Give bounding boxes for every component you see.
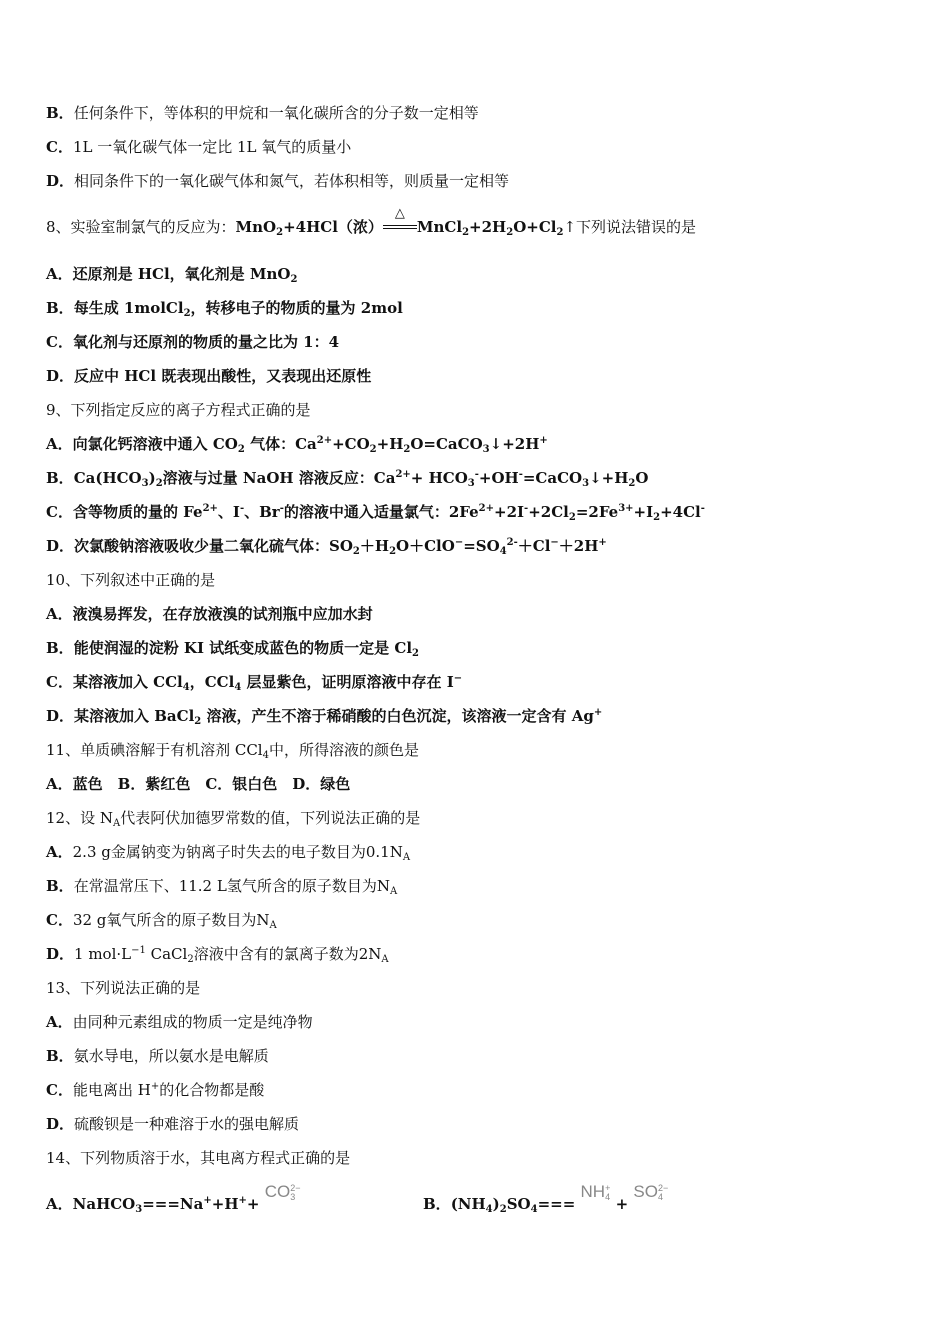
q11-stem bbox=[46, 740, 419, 760]
option-letter: A． bbox=[46, 1195, 73, 1213]
eq-part: MnCl bbox=[416, 218, 463, 236]
option-letter: C． bbox=[46, 911, 73, 929]
subscript: A bbox=[402, 852, 411, 863]
option-letter: B． bbox=[46, 1047, 74, 1065]
option-text-rest: 的化合物都是酸 bbox=[159, 1081, 265, 1099]
option-text: 在常温常压下、11.2 L氢气所含的原子数目为N bbox=[73, 877, 390, 895]
q7-option-d bbox=[46, 171, 509, 191]
option-letter: D． bbox=[46, 537, 75, 555]
subscript: 2 bbox=[412, 648, 420, 659]
subscript: 2 bbox=[183, 308, 191, 319]
option-text: (NH bbox=[450, 1195, 486, 1213]
option-text: 氧化剂与还原剂的物质的量之比为 1：4 bbox=[72, 333, 340, 351]
option-text: 2.3 g金属钠变为钠离子时失去的电子数目为0.1N bbox=[72, 843, 403, 861]
carbonate-ion-formula: CO 2− 3 bbox=[264, 1182, 301, 1202]
q14-option-a: A．NaHCO$_3$===Na++H++ CO 2− 3 bbox=[46, 1182, 301, 1215]
q14-option-b: B．$(NH_4)_2SO_4===$ NH + 4 + SO 2− 4 bbox=[423, 1182, 669, 1215]
option-letter: A． bbox=[46, 605, 73, 623]
subscript: 2 bbox=[187, 954, 194, 965]
q7-option-b bbox=[46, 103, 479, 123]
option-letter: D． bbox=[46, 945, 75, 963]
option-letter: B． bbox=[46, 299, 74, 317]
sulfate-ion-formula: SO 2− 4 bbox=[633, 1182, 669, 1202]
q8-stem bbox=[46, 206, 697, 238]
option-letter: B． bbox=[46, 104, 74, 122]
q11-options: A．蓝色 B．紫红色 C．银白色 D．绿色 bbox=[46, 775, 351, 793]
q7-option-c bbox=[46, 137, 351, 157]
option-text-rest: ，转移电子的物质的量为 2mol bbox=[190, 299, 403, 317]
option-letter: B． bbox=[46, 639, 74, 657]
option-letter: C． bbox=[46, 333, 73, 351]
q9-option-b: B．$Ca(HCO_3)_2$溶液与过量 NaOH 溶液反应：$Ca^{2+}+$ $HCO_3^-+OH^-=CaCO_3↓+H_2O$ bbox=[46, 469, 649, 489]
q12-stem bbox=[46, 808, 420, 828]
option-text: 由同种元素组成的物质一定是纯净物 bbox=[72, 1013, 313, 1031]
option-text: 液溴易挥发，在存放液溴的试剂瓶中应加水封 bbox=[72, 605, 373, 623]
q9-option-a: A．向氯化钙溶液中通入 $CO_2$ 气体：$Ca^{2+}+CO_2+H_2O=CaCO_3↓+2H^+$ bbox=[46, 435, 548, 455]
stem-text: 代表阿伏加德罗常数的值，下列说法正确的是 bbox=[120, 809, 421, 827]
option-text: 32 g氧气所含的原子数目为N bbox=[72, 911, 270, 929]
subscript: A bbox=[389, 886, 398, 897]
option-text: 相同条件下的一氧化碳气体和氮气，若体积相等，则质量一定相等 bbox=[74, 172, 510, 190]
q12-option-d bbox=[46, 944, 389, 964]
q14-stem: 14、下列物质溶于水，其电离方程式正确的是 bbox=[46, 1149, 351, 1167]
stem-text: 12、设 N bbox=[46, 809, 113, 827]
q8-option-d bbox=[46, 366, 371, 386]
option-text: 溶液中含有的氯离子数为2N bbox=[193, 945, 382, 963]
option-text: 1 mol·L bbox=[74, 945, 132, 963]
eq-part: O+Cl bbox=[513, 218, 557, 236]
q14-options-row bbox=[46, 1182, 906, 1215]
subscript: A bbox=[112, 818, 121, 829]
subscript: A bbox=[381, 954, 389, 965]
option-text: 还原剂是 HCl，氧化剂是 MnO bbox=[72, 265, 291, 283]
option-letter: D． bbox=[46, 1115, 75, 1133]
option-text: 反应中 HCl 既表现出酸性，又表现出还原性 bbox=[74, 367, 372, 385]
q13-stem: 13、下列说法正确的是 bbox=[46, 979, 201, 997]
ammonium-ion-formula: NH + 4 bbox=[580, 1182, 611, 1202]
equation: MnO$_2$+4HCl（浓） △ $MnCl_2+2H_2O+Cl_2$ bbox=[235, 206, 564, 238]
q12-option-b bbox=[46, 876, 397, 896]
stem-text: 11、单质碘溶解于有机溶剂 CCl bbox=[46, 741, 263, 759]
option-text: 能电离出 H bbox=[72, 1081, 151, 1099]
q10-option-b bbox=[46, 638, 419, 658]
option-text: NaHCO bbox=[72, 1195, 136, 1213]
option-text: 硫酸钡是一种难溶于水的强电解质 bbox=[74, 1115, 300, 1133]
q13-option-c bbox=[46, 1080, 264, 1100]
q9-stem: 9、下列指定反应的离子方程式正确的是 bbox=[46, 401, 311, 419]
option-text: 1L 一氧化碳气体一定比 1L 氧气的质量小 bbox=[72, 138, 352, 156]
option-text: 能使润湿的淀粉 KI 试纸变成蓝色的物质一定是 Cl bbox=[73, 639, 413, 657]
option-letter: C． bbox=[46, 503, 73, 521]
option-letter: D． bbox=[46, 367, 75, 385]
q9-option-d: D．次氯酸钠溶液吸收少量二氧化硫气体：$SO_2+H_2O+ClO^-=SO_4^{2-}+Cl^-+2H^+$ bbox=[46, 537, 607, 557]
option-text: 每生成 1molCl bbox=[73, 299, 184, 317]
q8-option-b bbox=[46, 298, 403, 318]
option-letter: B． bbox=[46, 877, 74, 895]
option-letter: A． bbox=[46, 265, 73, 283]
q8-option-c bbox=[46, 332, 339, 352]
option-letter: C． bbox=[46, 138, 73, 156]
eq-part: MnO bbox=[235, 218, 277, 236]
option-letter: B． bbox=[46, 469, 74, 487]
option-letter: A． bbox=[46, 843, 73, 861]
q12-option-c bbox=[46, 910, 277, 930]
option-letter: C． bbox=[46, 673, 73, 691]
subscript: 4 bbox=[262, 750, 269, 761]
option-letter: B． bbox=[423, 1195, 451, 1213]
eq-part: +4HCl（浓） bbox=[283, 218, 383, 236]
option-letter: D． bbox=[46, 172, 75, 190]
q8-option-a bbox=[46, 264, 297, 284]
stem-suffix: ↑下列说法错误的是 bbox=[563, 218, 697, 236]
q10-option-a bbox=[46, 604, 373, 624]
subscript: 2 bbox=[290, 274, 298, 285]
q10-option-d: D．某溶液加入 BaCl$_2$ 溶液，产生不溶于稀硝酸的白色沉淀，该溶液一定含有 Ag+ bbox=[46, 707, 603, 727]
q13-option-d bbox=[46, 1114, 299, 1134]
option-letter: A． bbox=[46, 1013, 73, 1031]
stem-text: 中，所得溶液的颜色是 bbox=[268, 741, 419, 759]
option-letter: C． bbox=[46, 1081, 73, 1099]
q10-stem: 10、下列叙述中正确的是 bbox=[46, 571, 216, 589]
superscript: + bbox=[150, 1081, 160, 1092]
subscript: A bbox=[269, 920, 277, 931]
option-text: 氨水导电，所以氨水是电解质 bbox=[73, 1047, 269, 1065]
option-letter: A． bbox=[46, 435, 73, 453]
q12-option-a bbox=[46, 842, 410, 862]
q13-option-b bbox=[46, 1046, 269, 1066]
option-text: 任何条件下，等体积的甲烷和一氧化碳所含的分子数一定相等 bbox=[73, 104, 479, 122]
heat-equals-sign bbox=[383, 206, 417, 238]
stem-prefix: 8、实验室制氯气的反应为： bbox=[46, 218, 236, 236]
q13-option-a bbox=[46, 1012, 313, 1032]
heat-icon: △ bbox=[394, 206, 405, 221]
q10-option-c: C．某溶液加入 CCl$_4$，CCl$_4$ 层显紫色，证明原溶液中存在 I− bbox=[46, 673, 463, 693]
eq-part: +2H bbox=[469, 218, 507, 236]
q9-option-c: C．含等物质的量的 $Fe^{2+}$、I-、Br-的溶液中通入适量氯气：$2Fe^{2+}+2I^-+2Cl_2=2Fe^{3+}+I_2+4Cl^-$ bbox=[46, 503, 705, 523]
option-letter: D． bbox=[46, 707, 75, 725]
superscript: −1 bbox=[131, 945, 146, 956]
option-text: CaCl bbox=[145, 945, 188, 963]
